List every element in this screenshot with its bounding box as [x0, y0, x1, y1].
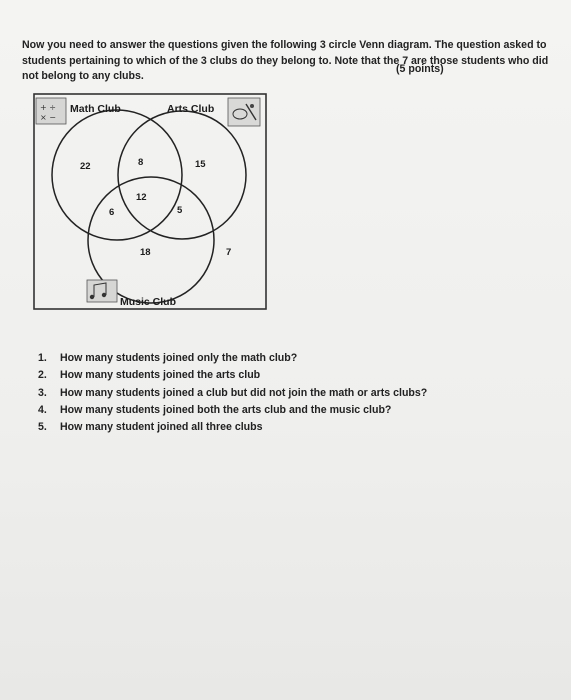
math-circle	[52, 110, 182, 240]
question-text: How many student joined all three clubs	[60, 421, 263, 434]
question-list	[38, 350, 427, 436]
venn-diagram	[32, 90, 272, 312]
question-item	[38, 385, 427, 402]
question-text: How many students joined the arts club	[60, 369, 261, 382]
question-text: How many students joined both the arts club and the music club?	[60, 403, 392, 416]
value-none: 7	[226, 247, 232, 258]
math-club-label: Math Club	[70, 103, 121, 115]
question-number: 2.	[38, 369, 47, 382]
value-arts-only: 15	[195, 159, 206, 170]
svg-text:+ ÷: + ÷	[40, 103, 56, 112]
question-item	[38, 367, 427, 384]
value-all-three: 12	[136, 192, 147, 203]
question-item	[38, 402, 427, 419]
question-item	[38, 419, 427, 436]
value-math-arts: 8	[138, 157, 144, 168]
arts-club-label: Arts Club	[167, 103, 215, 115]
svg-text:× −: × −	[40, 113, 56, 122]
question-number: 5.	[38, 421, 47, 434]
points-label: (5 points)	[396, 63, 444, 75]
arts-clipart-icon	[228, 98, 260, 126]
music-clipart-icon	[87, 280, 117, 302]
question-item	[38, 350, 427, 367]
value-math-music: 6	[109, 207, 115, 218]
question-number: 1.	[38, 352, 47, 364]
question-number: 4.	[38, 403, 47, 416]
question-text: How many students joined a club but did not join the math or arts clubs?	[60, 386, 428, 399]
intro-text: Now you need to answer the questions given the following 3 circle Venn diagram. The question asked to students pertaining to which of the 3 clubs do they belong to. Note that the 7 are those students who did not belong to any clubs.	[22, 39, 549, 82]
value-math-only: 22	[80, 161, 91, 172]
value-arts-music: 5	[177, 205, 183, 216]
question-number: 3.	[38, 386, 47, 399]
value-music-only: 18	[140, 247, 151, 258]
math-clipart-icon	[36, 98, 66, 124]
question-text: How many students joined only the math club?	[60, 352, 298, 364]
music-club-label: Music Club	[120, 296, 177, 308]
